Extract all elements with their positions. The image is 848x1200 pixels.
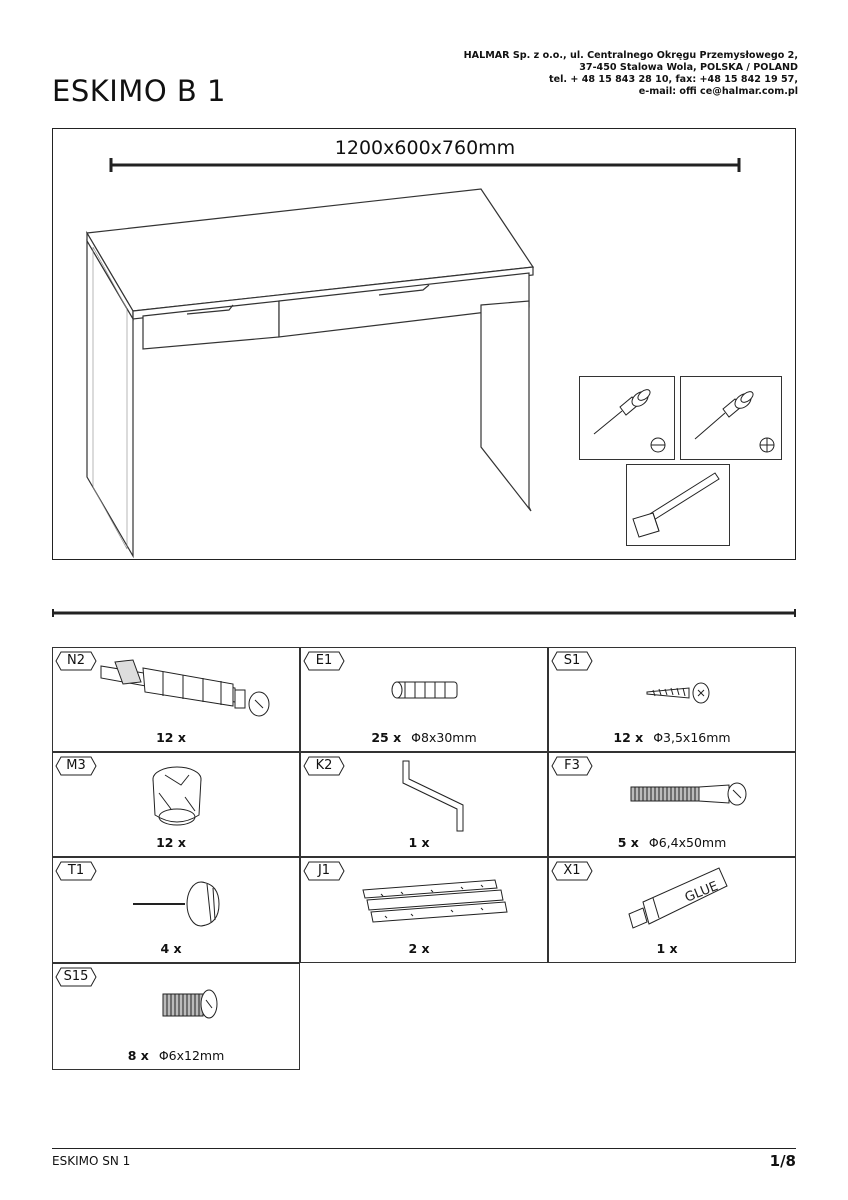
tool-box-flat <box>579 376 675 460</box>
company-line: HALMAR Sp. z o.o., ul. Centralnego Okręgu Przemysłowego 2, <box>463 50 798 61</box>
page-title: ESKIMO B 1 <box>52 74 226 108</box>
page-number: 1/8 <box>769 1152 796 1170</box>
part-quantity: 12 x <box>156 835 186 850</box>
section-divider <box>52 609 796 617</box>
part-s15: S15 8 x Φ6x12mm <box>52 963 300 1070</box>
part-k2: K2 1 x <box>300 752 548 857</box>
part-quantity: 5 x Φ6,4x50mm <box>617 835 727 850</box>
part-quantity: 12 x Φ3,5x16mm <box>613 730 731 745</box>
desk-icon <box>87 189 533 556</box>
glue-label: GLUE <box>682 878 721 906</box>
company-line: 37-450 Stalowa Wola, POLSKA / POLAND <box>579 62 798 73</box>
tool-box-phillips <box>680 376 782 460</box>
part-e1: E1 25 x Φ8x30mm <box>300 647 548 752</box>
company-line: tel. + 48 15 843 28 10, fax: +48 15 842 19 57, <box>548 74 798 85</box>
product-overview-panel <box>52 128 796 560</box>
part-quantity: 1 x <box>408 835 430 850</box>
part-x1: GLUE X1 1 x <box>548 857 796 963</box>
phillips-screwdriver-icon <box>681 377 781 459</box>
dimensions-label: 1200x600x760mm <box>334 137 516 159</box>
part-f3: F3 5 x Φ6,4x50mm <box>548 752 796 857</box>
part-j1: J1 2 x <box>300 857 548 963</box>
part-quantity: 2 x <box>408 941 430 956</box>
part-quantity: 1 x <box>656 941 678 956</box>
company-line: e-mail: offi ce@halmar.com.pl <box>638 86 798 97</box>
part-n2: N2 12 x <box>52 647 300 752</box>
part-t1: T1 4 x <box>52 857 300 963</box>
dimension-line <box>111 158 739 172</box>
footer-model: ESKIMO SN 1 <box>52 1154 131 1168</box>
part-quantity: 4 x <box>160 941 182 956</box>
hammer-icon <box>627 465 729 545</box>
part-quantity: 8 x Φ6x12mm <box>127 1048 225 1063</box>
part-quantity: 25 x Φ8x30mm <box>371 730 477 745</box>
part-s1: S1 12 x Φ3,5x16mm <box>548 647 796 752</box>
company-address <box>464 50 798 98</box>
footer-divider <box>52 1148 796 1149</box>
part-quantity: 12 x <box>156 730 186 745</box>
tool-box-hammer <box>626 464 730 546</box>
part-m3: M3 12 x <box>52 752 300 857</box>
flat-screwdriver-icon <box>580 377 674 459</box>
